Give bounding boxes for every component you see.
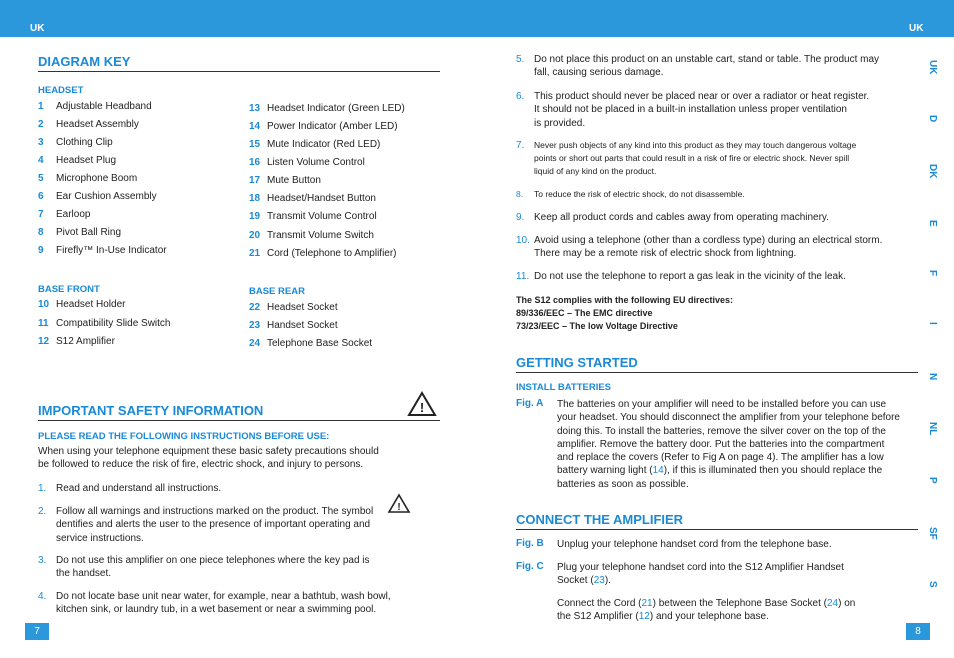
key-item: 4 Headset Plug [38,155,117,166]
install-batteries-text: The batteries on your amplifier will need to be installed before you can use your headset. You should disconnect the amplifier from your telephone before doing this. To install the batteries, remove the silver cover on the top of the amplifier. Remove the battery door. Put the batteries into the compartment and replace the covers (Refer to Fig A on page 4). The amplifier has a low battery warning light (14), if this is illuminated then you should replace the batteries as soon as possible. [557,399,900,490]
fig-b-label: Fig. B [516,538,544,549]
lang-tab-d[interactable]: D [927,115,938,123]
connect-d-text: Connect the Cord (21) between the Telephone Base Socket (24) on the S12 Amplifier (12) and your telephone base. [557,598,856,623]
key-item: 19 Transmit Volume Control [249,211,377,222]
key-item: 24 Telephone Base Socket [249,338,373,349]
lang-tab-f[interactable]: F [927,270,938,277]
lang-tab-dk[interactable]: DK [927,164,938,179]
key-item: 20 Transmit Volume Switch [249,230,374,241]
safety-subtitle: PLEASE READ THE FOLLOWING INSTRUCTIONS BEFORE USE: [38,431,330,442]
lang-tab-i[interactable]: I [927,322,938,325]
lang-tab-p[interactable]: P [927,477,938,484]
lang-tab-s[interactable]: S [927,581,938,588]
key-item: 2 Headset Assembly [38,119,139,130]
diagram-key-title: DIAGRAM KEY [38,54,131,69]
lang-tab-uk[interactable]: UK [927,60,938,75]
key-item: 9 Firefly™ In-Use Indicator [38,245,167,256]
key-item: 13 Headset Indicator (Green LED) [249,103,405,114]
key-item: 23 Handset Socket [249,320,338,331]
base-front-label: BASE FRONT [38,284,100,295]
page-number-left: 7 [25,623,49,640]
key-item: 22 Headset Socket [249,302,338,313]
base-rear-label: BASE REAR [249,286,305,297]
headset-label: HEADSET [38,85,84,96]
svg-text:!: ! [397,502,401,513]
warning-triangle-icon [407,391,437,417]
key-item: 8 Pivot Ball Ring [38,227,122,238]
getting-started-title: GETTING STARTED [516,355,638,370]
left-language-code: UK [30,23,45,34]
lang-tab-nl[interactable]: NL [927,422,938,436]
key-item: 16 Listen Volume Control [249,157,365,168]
fig-c-label: Fig. C [516,561,544,572]
lang-tab-e[interactable]: E [927,220,938,227]
connect-c-text: Plug your telephone handset cord into the S12 Amplifier Handset Socket (23). [557,562,844,587]
page-number-right: 8 [906,623,930,640]
install-batteries-label: INSTALL BATTERIES [516,382,611,393]
safety-intro: When using your telephone equipment these basic safety precautions should be followed to reduce the risk of fire, electric shock, and injury to persons. [38,446,379,471]
top-bar [0,0,954,37]
key-item: 7 Earloop [38,209,91,220]
right-language-code: UK [909,23,924,34]
key-item: 14 Power Indicator (Amber LED) [249,121,398,132]
lang-tab-n[interactable]: N [927,373,938,381]
connect-b-text: Unplug your telephone handset cord from the telephone base. [557,539,832,550]
key-item: 3 Clothing Clip [38,137,113,148]
eu-directives: The S12 complies with the following EU directives: 89/336/EEC – The EMC directive 73/23/EEC – The low Voltage Directive [516,295,734,331]
connect-rule [516,529,918,530]
key-item: 1 Adjustable Headband [38,101,152,112]
warning-symbol-icon [387,493,411,514]
key-item: 11 Compatibility Slide Switch [38,318,171,329]
safety-rule [38,420,440,421]
key-item: 12 S12 Amplifier [38,336,115,347]
getting-started-rule [516,372,918,373]
connect-title: CONNECT THE AMPLIFIER [516,512,684,527]
lang-tab-sf[interactable]: SF [927,527,938,540]
key-item: 6 Ear Cushion Assembly [38,191,157,202]
key-item: 5 Microphone Boom [38,173,138,184]
key-item: 18 Headset/Handset Button [249,193,376,204]
svg-text:!: ! [419,400,425,415]
key-item: 21 Cord (Telephone to Amplifier) [249,248,397,259]
fig-a-label: Fig. A [516,398,544,409]
key-item: 10 Headset Holder [38,299,126,310]
safety-title: IMPORTANT SAFETY INFORMATION [38,403,264,418]
key-item: 17 Mute Button [249,175,321,186]
diagram-key-rule [38,71,440,72]
key-item: 15 Mute Indicator (Red LED) [249,139,381,150]
